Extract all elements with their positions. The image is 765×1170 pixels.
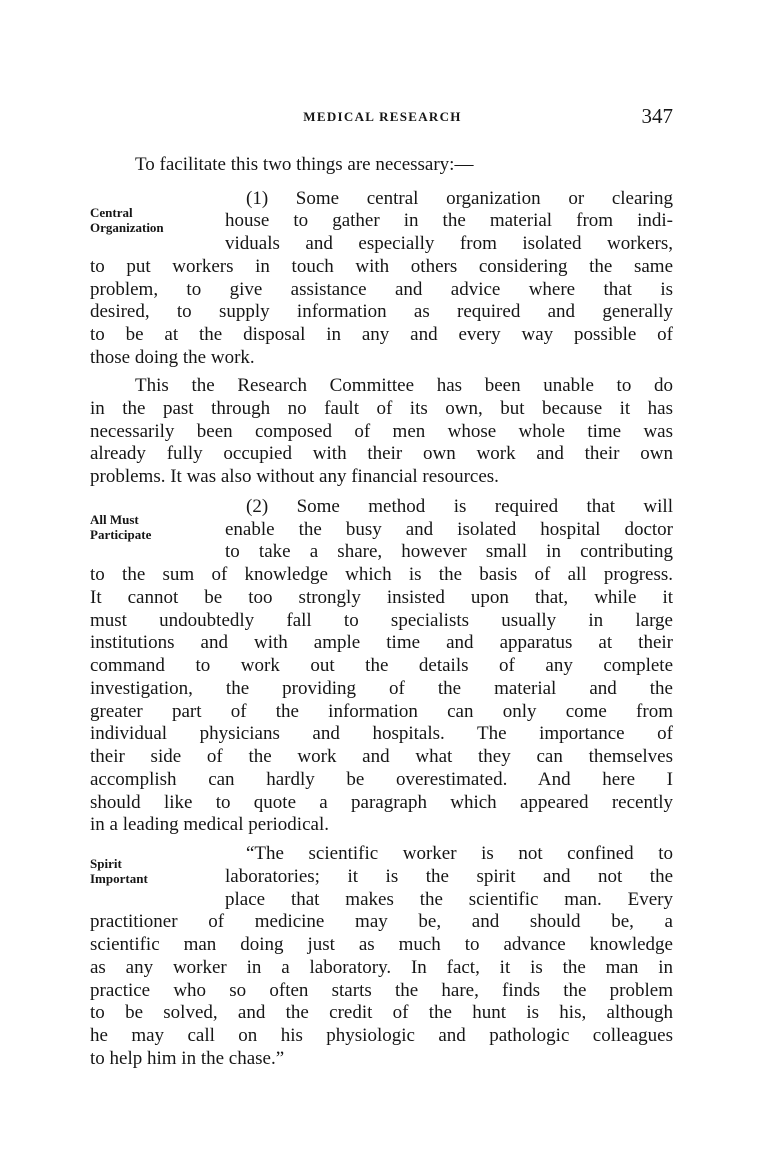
text-line: (1) Some central organization or clearing <box>246 188 673 209</box>
text-line: to be solved, and the credit of the hunt is his, although <box>90 1002 673 1023</box>
text-line: to be at the disposal in any and every way possible of <box>90 324 673 345</box>
text-line: to take a share, however small in contributing <box>225 541 673 562</box>
text-line: greater part of the information can only come from <box>90 701 673 722</box>
text-line: problems. It was also without any financial resources. <box>90 466 499 487</box>
text-line: problem, to give assistance and advice where that is <box>90 279 673 300</box>
text-line: desired, to supply information as required and generally <box>90 301 673 322</box>
text-line: scientific man doing just as much to advance knowledge <box>90 934 673 955</box>
text-line: to put workers in touch with others considering the same <box>90 256 673 277</box>
text-line: those doing the work. <box>90 347 255 368</box>
text-line: institutions and with ample time and apparatus at their <box>90 632 673 653</box>
margin-note-line: All Must <box>90 512 139 527</box>
margin-note-central-organization <box>90 205 220 235</box>
page-number: 347 <box>641 104 673 128</box>
text-line: as any worker in a laboratory. In fact, it is the man in <box>90 957 673 978</box>
running-head <box>92 104 673 130</box>
text-line: necessarily been composed of men whose whole time was <box>90 421 673 442</box>
text-line: investigation, the providing of the material and the <box>90 678 673 699</box>
margin-note-line: Spirit <box>90 856 122 871</box>
text-line: (2) Some method is required that will <box>246 496 673 517</box>
text-line: practice who so often starts the hare, finds the problem <box>90 980 673 1001</box>
text-line: practitioner of medicine may be, and should be, a <box>90 911 673 932</box>
margin-note-line: Organization <box>90 220 164 235</box>
text-line: enable the busy and isolated hospital doctor <box>225 519 673 540</box>
text-line: in the past through no fault of its own, but because it has <box>90 398 673 419</box>
margin-note-all-must-participate <box>90 512 220 542</box>
text-line: in a leading medical periodical. <box>90 814 329 835</box>
text-line: he may call on his physiologic and pathologic colleagues <box>90 1025 673 1046</box>
text-line: their side of the work and what they can themselves <box>90 746 673 767</box>
text-line: laboratories; it is the spirit and not the <box>225 866 673 887</box>
text-line: should like to quote a paragraph which appeared recently <box>90 792 673 813</box>
margin-note-line: Central <box>90 205 133 220</box>
text-line: command to work out the details of any complete <box>90 655 673 676</box>
text-line: already fully occupied with their own work and their own <box>90 443 673 464</box>
text-line: This the Research Committee has been unable to do <box>135 375 673 396</box>
margin-note-spirit-important <box>90 856 220 886</box>
text-line: to the sum of knowledge which is the basis of all progress. <box>90 564 673 585</box>
text-line: to help him in the chase.” <box>90 1048 285 1069</box>
text-line: To facilitate this two things are necessary:— <box>135 154 474 175</box>
text-line: house to gather in the material from indi- <box>225 210 673 231</box>
text-line: accomplish can hardly be overestimated. And here I <box>90 769 673 790</box>
margin-note-line: Important <box>90 871 148 886</box>
text-line: place that makes the scientific man. Every <box>225 889 673 910</box>
text-line: viduals and especially from isolated workers, <box>225 233 673 254</box>
text-line: It cannot be too strongly insisted upon that, while it <box>90 587 673 608</box>
text-line: must undoubtedly fall to specialists usually in large <box>90 610 673 631</box>
margin-note-line: Participate <box>90 527 152 542</box>
text-line: “The scientific worker is not confined to <box>246 843 673 864</box>
text-line: individual physicians and hospitals. The importance of <box>90 723 673 744</box>
running-title: MEDICAL RESEARCH <box>303 109 462 124</box>
